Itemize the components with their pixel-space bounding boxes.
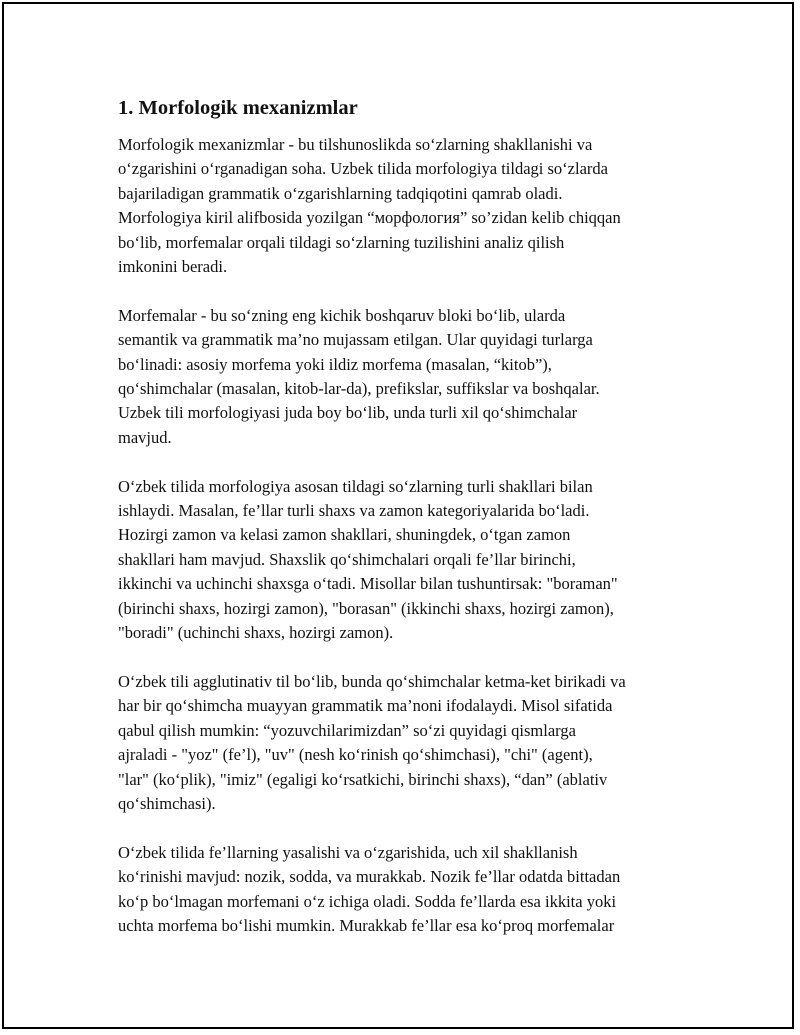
text-line: qo‘shimchalar (masalan, kitob-lar-da), prefikslar, suffikslar va boshqalar.	[118, 379, 600, 399]
text-line: mavjud.	[118, 427, 172, 447]
paragraph-1	[118, 133, 693, 279]
paragraph-4	[118, 670, 693, 816]
text-line: har bir qo‘shimcha muayyan grammatik ma’noni ifodalaydi. Misol sifatida	[118, 696, 613, 716]
text-line: Morfologiya kiril alifbosida yozilgan “морфология” so’zidan kelib chiqqan	[118, 208, 621, 228]
paragraph-2	[118, 304, 693, 450]
text-line: ko‘rinishi mavjud: nozik, sodda, va murakkab. Nozik fe’llar odatda bittadan	[118, 867, 621, 887]
text-line: o‘zgarishini o‘rganadigan soha. Uzbek tilida morfologiya tildagi so‘zlarda	[118, 159, 608, 179]
document-body	[118, 95, 693, 963]
text-line: ajraladi - "yoz" (fe’l), "uv" (nesh ko‘rinish qo‘shimchasi), "chi" (agent),	[118, 745, 593, 765]
text-line: ishlaydi. Masalan, fe’llar turli shaxs va zamon kategoriyalarida bo‘ladi.	[118, 501, 590, 521]
text-line: Morfemalar - bu so‘zning eng kichik boshqaruv bloki bo‘lib, ularda	[118, 305, 566, 325]
text-line: qo‘shimchasi).	[118, 793, 216, 813]
text-line: shakllari ham mavjud. Shaxslik qo‘shimchalari orqali fe’llar birinchi,	[118, 549, 576, 569]
paragraph-3	[118, 475, 693, 646]
text-line: qabul qilish mumkin: “yozuvchilarimizdan” so‘zi quyidagi qismlarga	[118, 720, 576, 740]
text-line: Morfologik mexanizmlar - bu tilshunoslikda so‘zlarning shakllanishi va	[118, 135, 593, 154]
text-line: Hozirgi zamon va kelasi zamon shakllari, shuningdek, o‘tgan zamon	[118, 525, 571, 545]
text-line: O‘zbek tili agglutinativ til bo‘lib, bunda qo‘shimchalar ketma-ket birikadi va	[118, 671, 626, 691]
text-line: Uzbek tili morfologiyasi juda boy bo‘lib, unda turli xil qo‘shimchalar	[118, 403, 578, 423]
text-line: uchta morfema bo‘lishi mumkin. Murakkab fe’llar esa ko‘proq morfemalar	[118, 915, 615, 935]
text-line: O‘zbek tilida fe’llarning yasalishi va o‘zgarishida, uch xil shakllanish	[118, 842, 578, 862]
text-line: ikkinchi va uchinchi shaxsga o‘tadi. Misollar bilan tushuntirsak: "boraman"	[118, 574, 618, 594]
text-line: "boradi" (uchinchi shaxs, hozirgi zamon).	[118, 623, 394, 643]
text-line: O‘zbek tilida morfologiya asosan tildagi so‘zlarning turli shakllari bilan	[118, 476, 593, 496]
text-line: bo‘linadi: asosiy morfema yoki ildiz morfema (masalan, “kitob”),	[118, 354, 552, 374]
text-line: ko‘p bo‘lmagan morfemani o‘z ichiga oladi. Sodda fe’llarda esa ikkita yoki	[118, 891, 617, 911]
text-line: imkonini beradi.	[118, 257, 228, 277]
section-heading: 1. Morfologik mexanizmlar	[118, 97, 358, 119]
text-line: (birinchi shaxs, hozirgi zamon), "borasan" (ikkinchi shaxs, hozirgi zamon),	[118, 598, 614, 618]
text-line: semantik va grammatik ma’no mujassam etilgan. Ular quyidagi turlarga	[118, 330, 593, 350]
text-line: bajariladigan grammatik o‘zgarishlarning tadqiqotini qamrab oladi.	[118, 183, 563, 203]
text-line: bo‘lib, morfemalar orqali tildagi so‘zlarning tuzilishini analiz qilish	[118, 232, 565, 252]
text-line: "lar" (ko‘plik), "imiz" (egaligi ko‘rsatkichi, birinchi shaxs), “dan” (ablativ	[118, 769, 608, 789]
paragraph-5	[118, 841, 693, 939]
